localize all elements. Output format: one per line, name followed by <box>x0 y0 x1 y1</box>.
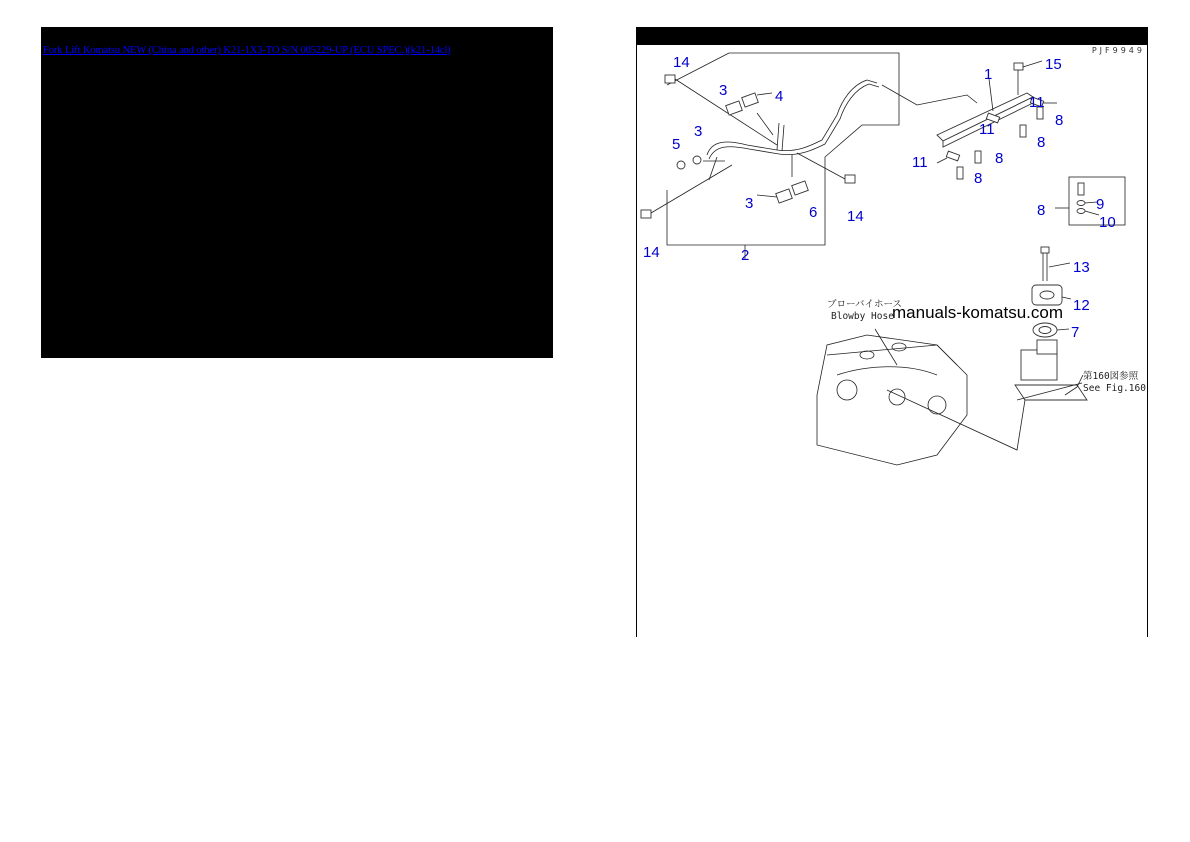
breadcrumb-title-link[interactable]: Fork Lift Komatsu NEW (China and other) K21-1X3-TO S/N 005229-UP (ECU SPEC.)(k21-14cl) <box>43 45 451 56</box>
callout-label: 6 <box>809 204 818 221</box>
parts-diagram <box>637 45 1147 635</box>
callout-label: 10 <box>1099 214 1116 231</box>
callout-label: 7 <box>1071 324 1080 341</box>
parts-diagram-panel <box>636 27 1148 637</box>
blowby-hose-en-label: Blowby Hose <box>831 311 894 322</box>
callout-label: 3 <box>745 195 754 212</box>
blowby-hose-jp-label: ブローバイホース <box>827 299 903 310</box>
callout-label: 8 <box>974 170 983 187</box>
callout-label: 8 <box>1037 134 1046 151</box>
callout-label: 5 <box>672 136 681 153</box>
callout-label: 14 <box>643 244 660 261</box>
diagram-header-bar <box>637 27 1147 45</box>
callout-label: 4 <box>775 88 784 105</box>
callout-label: 3 <box>719 82 728 99</box>
callout-label: 12 <box>1073 297 1090 314</box>
callout-label: 2 <box>741 247 750 264</box>
callout-label: 8 <box>995 150 1004 167</box>
see-fig-en-label: See Fig.160 <box>1083 383 1146 394</box>
callout-label: 11 <box>1029 94 1045 111</box>
callout-label: 9 <box>1096 196 1105 213</box>
see-fig-jp-label: 第160図参照 <box>1083 371 1139 382</box>
callout-label: 1 <box>984 66 993 83</box>
header-banner <box>41 27 553 358</box>
callout-label: 11 <box>912 154 928 171</box>
callout-label: 8 <box>1037 202 1046 219</box>
callout-label: 13 <box>1073 259 1090 276</box>
callout-label: 3 <box>694 123 703 140</box>
callout-label: 11 <box>979 121 995 138</box>
callout-label: 14 <box>847 208 864 225</box>
callout-label: 15 <box>1045 56 1062 73</box>
callout-label: 8 <box>1055 112 1064 129</box>
watermark-text: manuals-komatsu.com <box>892 303 1064 322</box>
callout-label: 14 <box>673 54 690 71</box>
drawing-code: PJF9949 <box>1091 46 1145 55</box>
